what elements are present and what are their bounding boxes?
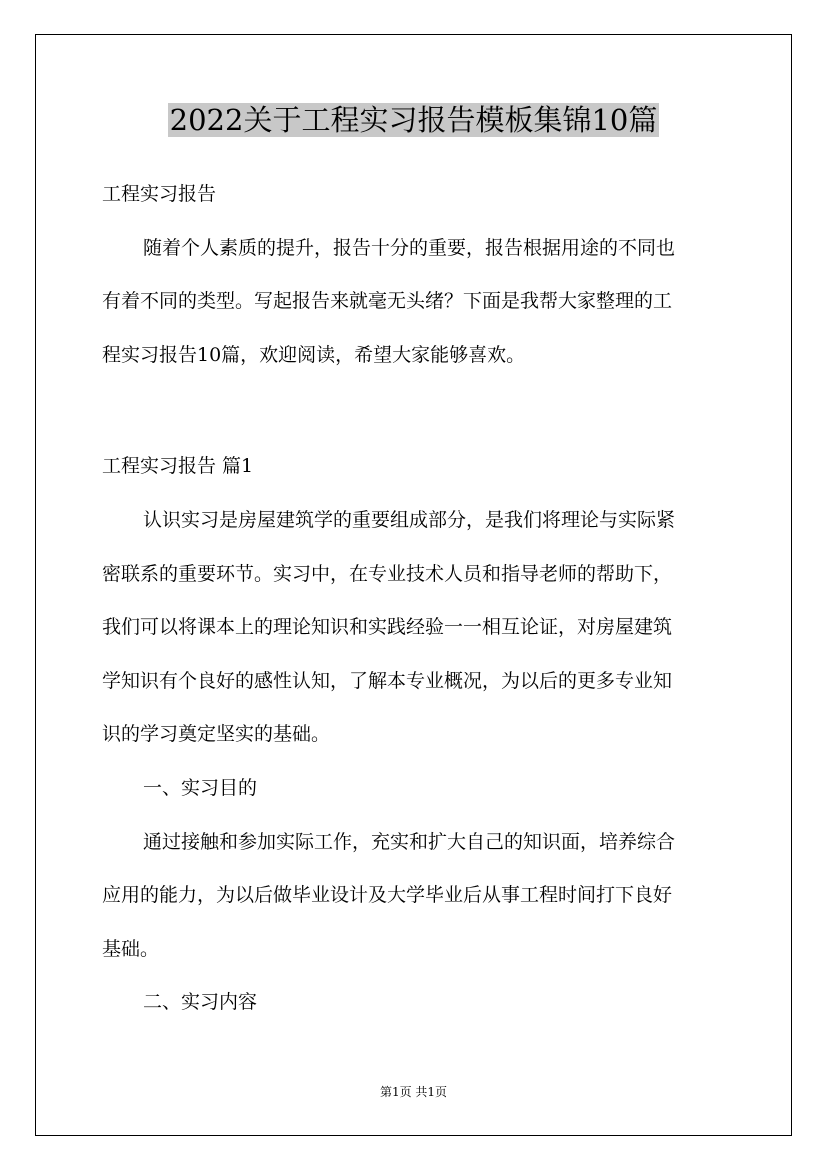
section-para-line-3: 我们可以将课本上的理论知识和实践经验一一相互论证，对房屋建筑 (102, 616, 673, 638)
intro-line-2: 有着不同的类型。写起报告来就毫无头绪？下面是我帮大家整理的工 (102, 290, 673, 312)
section-para-line-4: 学知识有个良好的感性认知，了解本专业概况，为以后的更多专业知 (102, 670, 673, 692)
purpose-line-1: 通过接触和参加实际工作，充实和扩大自己的知识面，培养综合 (143, 831, 676, 853)
section-para-line-1: 认识实习是房屋建筑学的重要组成部分，是我们将理论与实际紧 (143, 509, 676, 531)
purpose-line-2: 应用的能力，为以后做毕业设计及大学毕业后从事工程时间打下良好 (102, 884, 673, 906)
intro-line-1: 随着个人素质的提升，报告十分的重要，报告根据用途的不同也 (143, 237, 676, 259)
purpose-line-3: 基础。 (102, 938, 160, 960)
subheading-content: 二、实习内容 (143, 991, 258, 1013)
report-heading: 工程实习报告 (102, 183, 217, 205)
page-footer: 第1页 共1页 (379, 1085, 448, 1099)
section-para-line-5: 识的学习奠定坚实的基础。 (102, 723, 331, 745)
intro-line-3: 程实习报告10篇，欢迎阅读，希望大家能够喜欢。 (102, 344, 526, 366)
document-title (0, 98, 827, 142)
subheading-purpose: 一、实习目的 (143, 777, 258, 799)
section-para-line-2: 密联系的重要环节。实习中，在专业技术人员和指导老师的帮助下， (102, 563, 673, 585)
section-heading: 工程实习报告 篇1 (102, 455, 254, 477)
document-title-text: 2022关于工程实习报告模板集锦10篇 (169, 103, 658, 137)
